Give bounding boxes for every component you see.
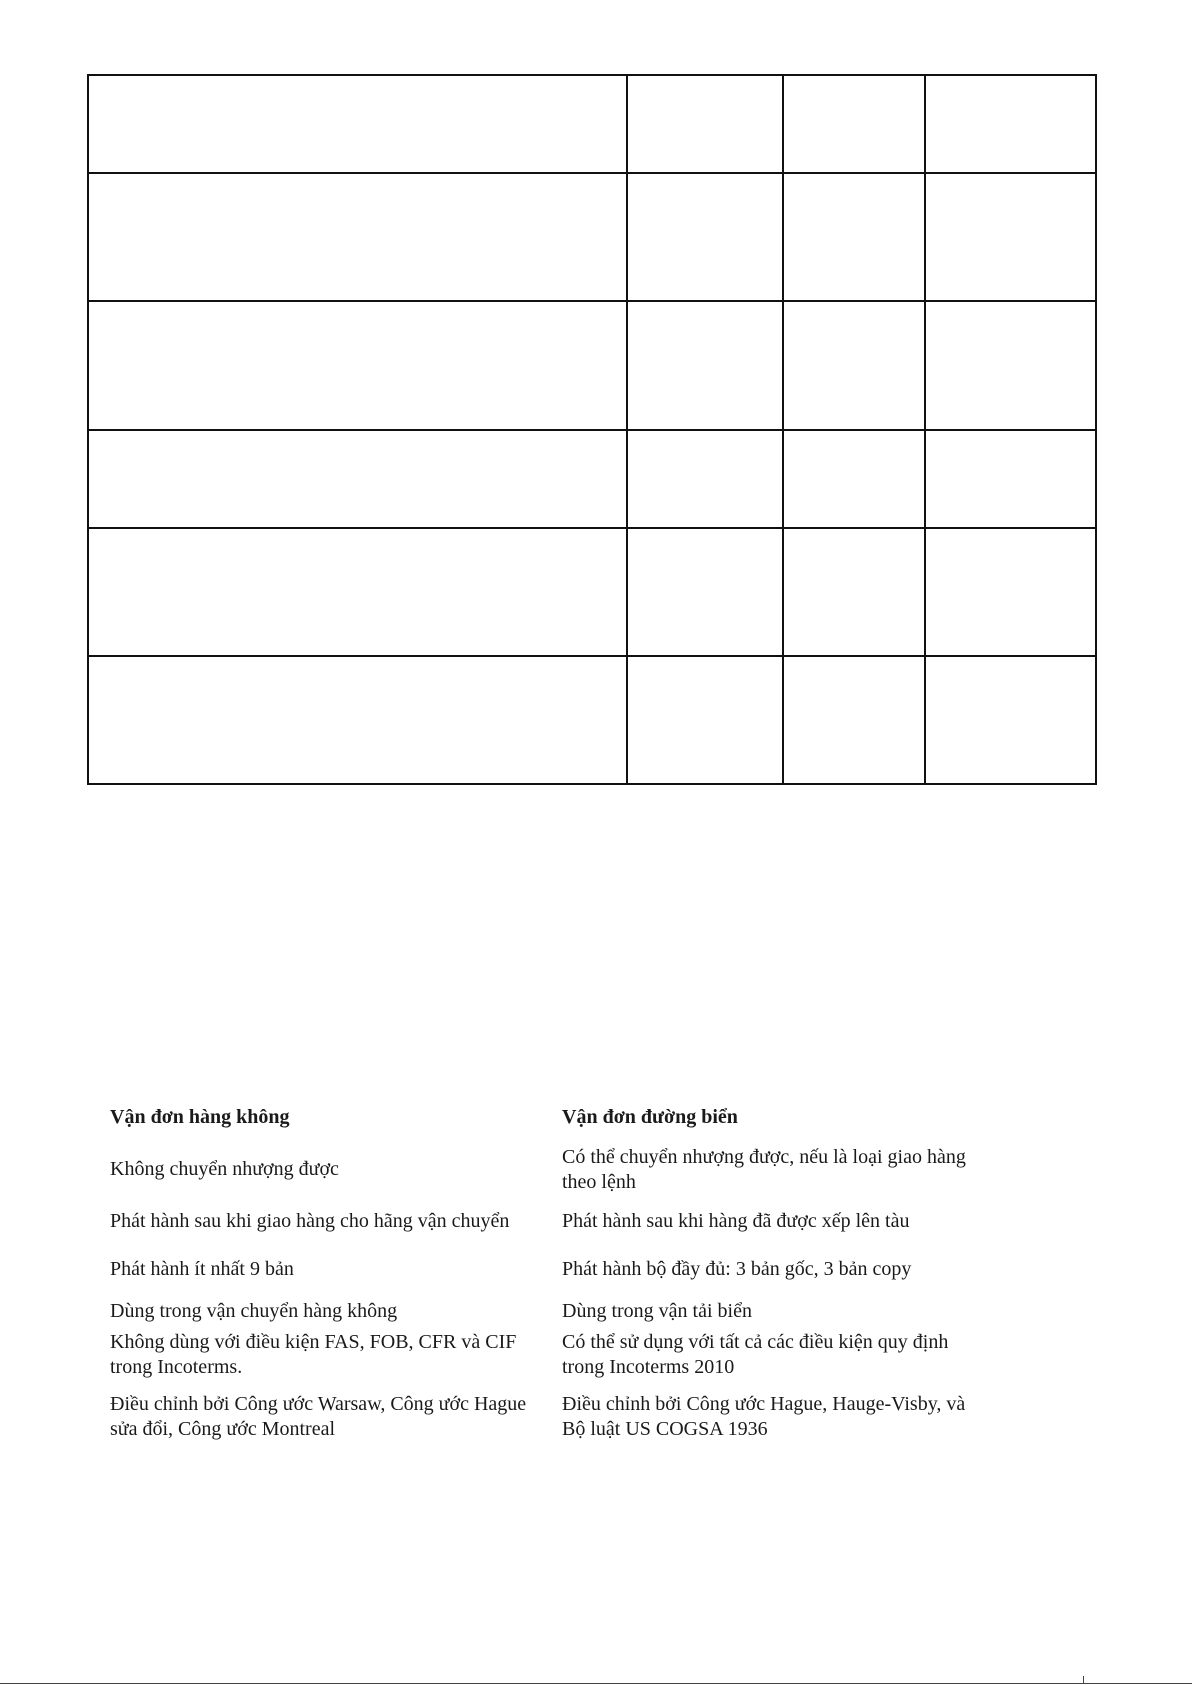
empty-grid-table xyxy=(87,74,1097,785)
grid-row xyxy=(88,301,1096,430)
grid-cell xyxy=(783,173,925,301)
grid-cell xyxy=(783,656,925,784)
air-waybill-cell: Không dùng với điều kiện FAS, FOB, CFR và CIF trong Incoterms. xyxy=(110,1331,517,1378)
bill-of-lading-cell: Phát hành sau khi hàng đã được xếp lên tàu xyxy=(562,1210,910,1232)
comparison-row xyxy=(110,1257,1010,1282)
comparison-row xyxy=(110,1209,1010,1234)
air-waybill-cell: Không chuyển nhượng được xyxy=(110,1158,339,1180)
air-waybill-cell: Dùng trong vận chuyển hàng không xyxy=(110,1300,398,1322)
grid-cell xyxy=(925,75,1096,173)
grid-cell xyxy=(627,528,783,656)
grid-cell xyxy=(783,528,925,656)
grid-cell xyxy=(88,173,627,301)
bill-of-lading-cell: Điều chỉnh bởi Công ước Hague, Hauge-Visby, và Bộ luật US COGSA 1936 xyxy=(562,1393,966,1440)
grid-cell xyxy=(925,173,1096,301)
bill-of-lading-cell: Có thể chuyển nhượng được, nếu là loại giao hàng theo lệnh xyxy=(562,1146,966,1193)
grid-cell xyxy=(925,301,1096,430)
comparison-row xyxy=(110,1330,1010,1380)
grid-cell xyxy=(627,301,783,430)
air-waybill-heading: Vận đơn hàng không xyxy=(110,1106,290,1128)
grid-row xyxy=(88,430,1096,528)
grid-cell xyxy=(627,656,783,784)
air-waybill-cell: Điều chỉnh bởi Công ước Warsaw, Công ước Hague sửa đổi, Công ước Montreal xyxy=(110,1393,527,1440)
grid-row xyxy=(88,75,1096,173)
air-waybill-cell: Phát hành sau khi giao hàng cho hãng vận chuyển xyxy=(110,1210,510,1232)
grid-cell xyxy=(783,301,925,430)
bill-of-lading-heading: Vận đơn đường biển xyxy=(562,1106,738,1128)
bill-of-lading-cell: Phát hành bộ đầy đủ: 3 bản gốc, 3 bản copy xyxy=(562,1258,912,1280)
page-bottom-rule xyxy=(0,1683,1192,1684)
comparison-header-row xyxy=(110,1105,1010,1130)
grid-row xyxy=(88,173,1096,301)
grid-row xyxy=(88,528,1096,656)
grid-cell xyxy=(783,430,925,528)
grid-cell xyxy=(627,75,783,173)
bill-of-lading-cell: Có thể sử dụng với tất cả các điều kiện quy định trong Incoterms 2010 xyxy=(562,1331,949,1378)
grid-cell xyxy=(783,75,925,173)
grid-cell xyxy=(88,430,627,528)
bill-of-lading-cell: Dùng trong vận tải biển xyxy=(562,1300,752,1322)
grid-cell xyxy=(627,430,783,528)
air-waybill-cell: Phát hành ít nhất 9 bản xyxy=(110,1258,294,1280)
grid-cell xyxy=(925,528,1096,656)
grid-cell xyxy=(88,656,627,784)
grid-cell xyxy=(627,173,783,301)
comparison-row xyxy=(110,1392,1010,1442)
grid-cell xyxy=(925,430,1096,528)
page-bottom-tick xyxy=(1083,1676,1084,1684)
comparison-row xyxy=(110,1299,1010,1324)
grid-cell xyxy=(925,656,1096,784)
grid-row xyxy=(88,656,1096,784)
grid-cell xyxy=(88,301,627,430)
comparison-row xyxy=(110,1145,1010,1195)
grid-cell xyxy=(88,528,627,656)
grid-cell xyxy=(88,75,627,173)
